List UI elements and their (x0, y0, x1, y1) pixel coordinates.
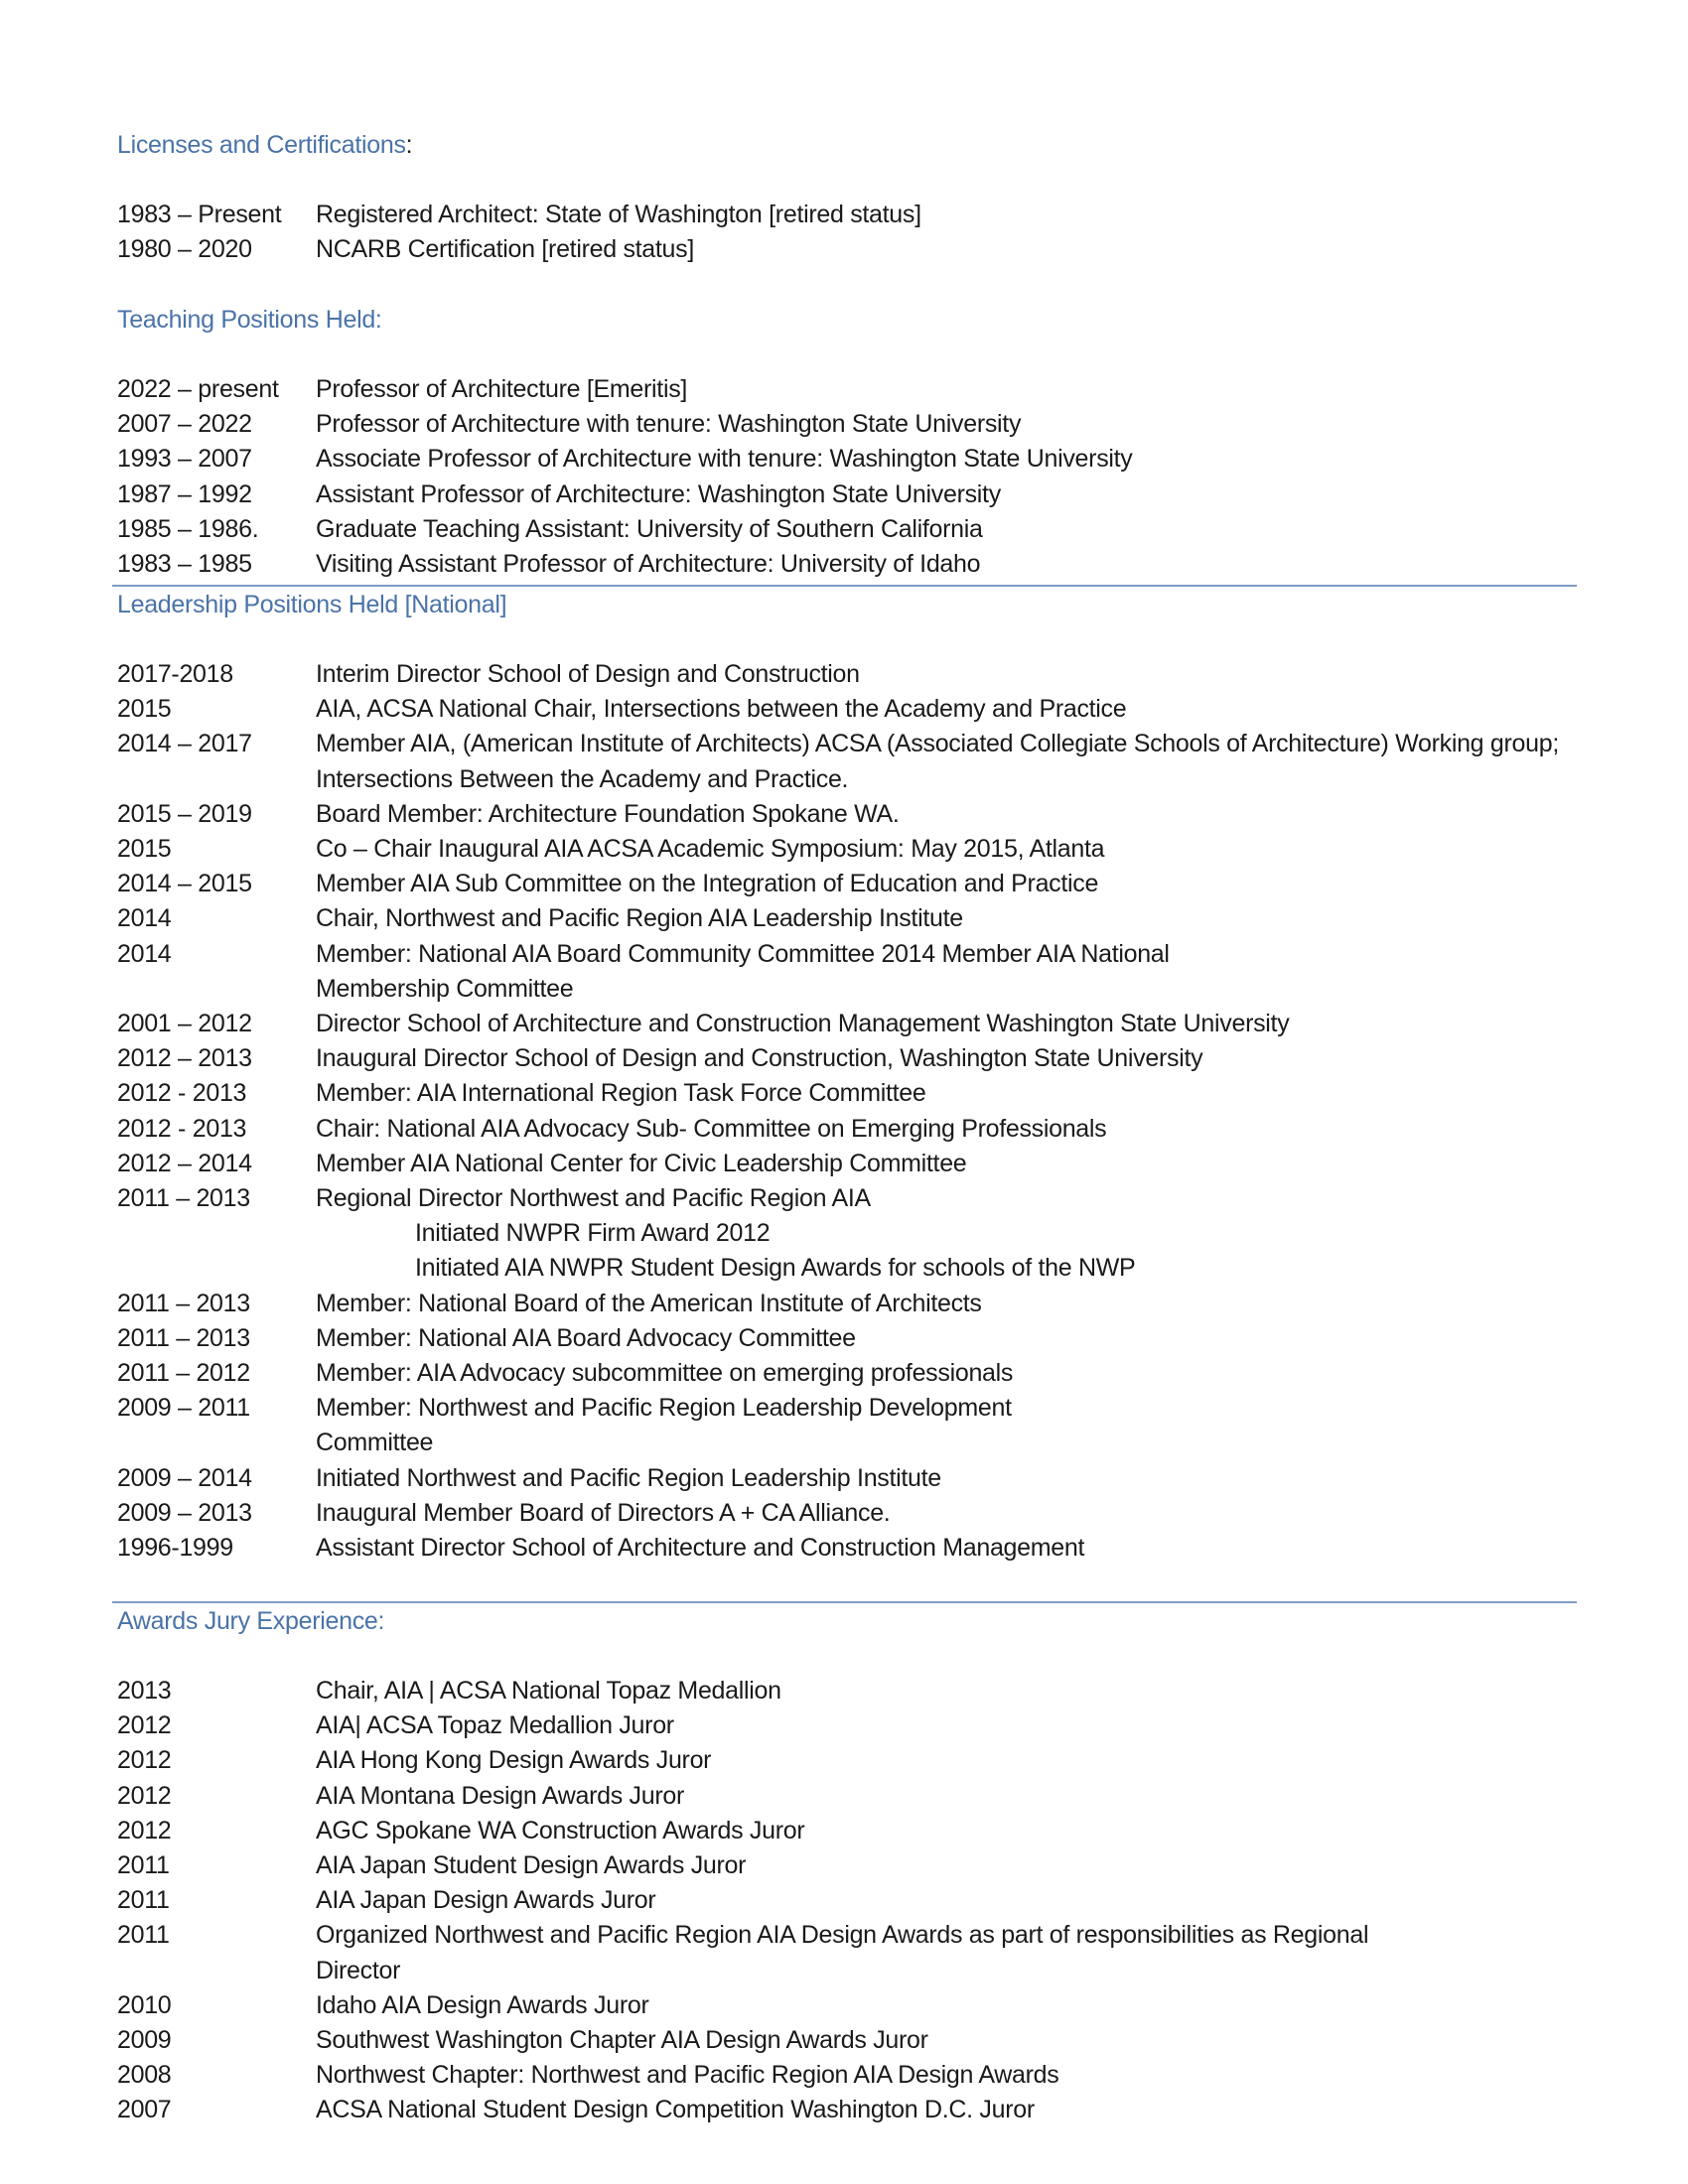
entry-subitem: Initiated NWPR Firm Award 2012 (415, 1219, 771, 1248)
entry-row (117, 1918, 1577, 1987)
entry-row (117, 1391, 1577, 1460)
entry-text: Inaugural Director School of Design and Construction, Washington State University (316, 1044, 1203, 1073)
entry-date: 1985 – 1986. (117, 514, 259, 543)
entry-text: Member: Northwest and Pacific Region Leadership Development (316, 1394, 1012, 1423)
entry-row (117, 1883, 1577, 1918)
entry-text: Regional Director Northwest and Pacific Region AIA (316, 1184, 871, 1213)
entry-text: AIA, ACSA National Chair, Intersections between the Academy and Practice (316, 695, 1127, 724)
entry-row (117, 1814, 1577, 1848)
entry-description (316, 1814, 1577, 1848)
entry-text: AIA Japan Student Design Awards Juror (316, 1851, 747, 1880)
entry-row (117, 657, 1577, 692)
entry-text: AGC Spokane WA Construction Awards Juror (316, 1816, 805, 1844)
entry-row (117, 1041, 1577, 1076)
entry-row (117, 547, 1577, 582)
entry-date: 2011 – 2012 (117, 1359, 250, 1388)
entry-row (117, 1848, 1577, 1883)
entry-row (117, 692, 1577, 727)
entry-date: 2009 – 2014 (117, 1463, 252, 1492)
leadership-section (117, 588, 1577, 1566)
entry-row (117, 797, 1577, 832)
teaching-list (117, 372, 1577, 582)
entry-date: 2009 – 2011 (117, 1394, 250, 1423)
entry-row (117, 478, 1577, 512)
entry-description (316, 1391, 1577, 1460)
entry-description (316, 692, 1577, 727)
entry-text: Graduate Teaching Assistant: University of Southern California (316, 514, 983, 543)
entry-text: Visiting Assistant Professor of Architecture: University of Idaho (316, 550, 981, 579)
entry-date: 1980 – 2020 (117, 235, 252, 264)
entry-date: 2022 – present (117, 375, 279, 403)
licenses-section (117, 128, 1577, 267)
entry-text: Registered Architect: State of Washington [retired status] (316, 201, 921, 228)
entry-date: 2015 (117, 695, 172, 724)
entry-description (316, 2093, 1577, 2127)
entry-row (117, 1147, 1577, 1181)
entry-row (117, 2093, 1577, 2127)
awards-list (117, 1674, 1577, 2128)
entry-description (316, 1147, 1577, 1181)
entry-description (316, 1321, 1577, 1356)
entry-description (316, 1041, 1577, 1076)
entry-date: 2012 – 2014 (117, 1149, 252, 1177)
entry-description (316, 1848, 1577, 1883)
entry-date: 2001 – 2012 (117, 1010, 252, 1038)
entry-description (316, 547, 1577, 582)
entry-description (316, 1918, 1577, 1987)
entry-text: Chair, Northwest and Pacific Region AIA Leadership Institute (316, 904, 963, 933)
entry-description (316, 442, 1577, 477)
entry-date: 2014 – 2015 (117, 870, 252, 898)
entry-description (316, 1112, 1577, 1147)
entry-description (316, 832, 1577, 867)
entry-row (117, 1988, 1577, 2023)
entry-row (117, 2058, 1577, 2093)
entry-description (316, 2058, 1577, 2093)
entry-row (117, 232, 1577, 267)
entry-subitem: Initiated AIA NWPR Student Design Awards for schools of the NWP (415, 1254, 1136, 1283)
entry-description (316, 1496, 1577, 1531)
entry-description (316, 1708, 1577, 1743)
entry-text: Member AIA Sub Committee on the Integration of Education and Practice (316, 870, 1099, 898)
entry-text: Idaho AIA Design Awards Juror (316, 1990, 649, 2019)
entry-text: Northwest Chapter: Northwest and Pacific Region AIA Design Awards (316, 2061, 1059, 2090)
entry-description (316, 901, 1577, 936)
entry-date: 2009 – 2013 (117, 1498, 252, 1527)
entry-date: 2011 – 2013 (117, 1323, 250, 1352)
entry-description (316, 1287, 1577, 1321)
entry-row (117, 1181, 1577, 1287)
entry-date: 2011 – 2013 (117, 1289, 250, 1317)
entry-date: 1983 – 1985 (117, 550, 252, 579)
entry-text: Professor of Architecture [Emeritis] (316, 375, 688, 403)
section-divider (112, 585, 1577, 587)
entry-text: Member: AIA International Region Task Force Committee (316, 1079, 926, 1108)
entry-date: 2017-2018 (117, 660, 233, 688)
entry-text: Interim Director School of Design and Construction (316, 660, 860, 688)
entry-row (117, 1779, 1577, 1814)
entry-row (117, 372, 1577, 407)
entry-text: Board Member: Architecture Foundation Spokane WA. (316, 799, 900, 828)
entry-text: Associate Professor of Architecture with tenure: Washington State University (316, 445, 1133, 474)
entry-row (117, 727, 1577, 796)
entry-row (117, 1496, 1577, 1531)
entry-text: AIA Hong Kong Design Awards Juror (316, 1746, 712, 1775)
entry-date: 2007 (117, 2096, 172, 2124)
entry-description (316, 232, 1577, 267)
entry-row (117, 937, 1577, 1007)
entry-text: Member: National Board of the American Institute of Architects (316, 1289, 982, 1317)
entry-row (117, 1743, 1577, 1778)
entry-date: 2014 (117, 904, 172, 933)
section-divider (112, 1601, 1577, 1603)
entry-description (316, 1779, 1577, 1814)
entry-text: Member: National AIA Board Advocacy Committee (316, 1323, 856, 1352)
entry-row (117, 832, 1577, 867)
entry-text: Intersections Between the Academy and Practice. (316, 764, 849, 793)
entry-text: Chair: National AIA Advocacy Sub- Committee on Emerging Professionals (316, 1114, 1107, 1143)
entry-text: AIA Japan Design Awards Juror (316, 1886, 656, 1915)
entry-text: Southwest Washington Chapter AIA Design Awards Juror (316, 2026, 928, 2055)
entry-description (316, 1461, 1577, 1496)
entry-date: 2012 (117, 1781, 172, 1810)
entry-row (117, 442, 1577, 477)
entry-text: Assistant Director School of Architecture and Construction Management (316, 1534, 1085, 1563)
entry-text: Member AIA, (American Institute of Architects) ACSA (Associated Collegiate Schools of Architecture) Working group; (316, 730, 1560, 758)
entry-row (117, 867, 1577, 901)
entry-text: AIA| ACSA Topaz Medallion Juror (316, 1711, 674, 1740)
entry-text: AIA Montana Design Awards Juror (316, 1781, 684, 1810)
entry-date: 1987 – 1992 (117, 479, 252, 508)
entry-date: 2015 – 2019 (117, 799, 252, 828)
entry-row (117, 1321, 1577, 1356)
entry-description (316, 797, 1577, 832)
entry-description (316, 1531, 1577, 1566)
entry-row (117, 198, 1577, 232)
entry-date: 2011 (117, 1921, 170, 1950)
entry-date: 2011 (117, 1886, 170, 1915)
entry-row (117, 1531, 1577, 1566)
entry-text: Co – Chair Inaugural AIA ACSA Academic Symposium: May 2015, Atlanta (316, 835, 1105, 864)
entry-description (316, 1356, 1577, 1391)
entry-row (117, 407, 1577, 442)
entry-date: 2012 - 2013 (117, 1114, 247, 1143)
entry-text: Member: National AIA Board Community Committee 2014 Member AIA National (316, 939, 1170, 968)
entry-row (117, 1287, 1577, 1321)
entry-date: 2008 (117, 2061, 172, 2090)
entry-description (316, 1743, 1577, 1778)
entry-description (316, 198, 1577, 232)
section-heading-awards: Awards Jury Experience: (117, 1607, 385, 1635)
entry-description (316, 1988, 1577, 2023)
entry-description (316, 727, 1577, 796)
entry-description (316, 372, 1577, 407)
entry-date: 2009 (117, 2026, 172, 2055)
entry-date: 2012 (117, 1711, 172, 1740)
entry-description (316, 937, 1577, 1007)
entry-description (316, 867, 1577, 901)
entry-text: Chair, AIA | ACSA National Topaz Medallion (316, 1677, 781, 1705)
licenses-list (117, 198, 1577, 267)
entry-row (117, 1674, 1577, 1708)
entry-row (117, 512, 1577, 547)
entry-date: 1983 – Present (117, 201, 282, 228)
entry-description (316, 1674, 1577, 1708)
entry-date: 2014 (117, 939, 172, 968)
section-heading-teaching: Teaching Positions Held: (117, 306, 382, 334)
entry-date: 1993 – 2007 (117, 445, 252, 474)
entry-text: Assistant Professor of Architecture: Washington State University (316, 479, 1001, 508)
entry-text: Director School of Architecture and Construction Management Washington State University (316, 1010, 1290, 1038)
entry-description (316, 478, 1577, 512)
entry-text: NCARB Certification [retired status] (316, 235, 694, 264)
entry-date: 2012 - 2013 (117, 1079, 247, 1108)
entry-description (316, 512, 1577, 547)
entry-text: Committee (316, 1429, 434, 1457)
entry-date: 2012 (117, 1746, 172, 1775)
entry-text: Inaugural Member Board of Directors A + CA Alliance. (316, 1498, 891, 1527)
entry-row (117, 1461, 1577, 1496)
entry-date: 2011 – 2013 (117, 1184, 250, 1213)
section-heading-licenses: Licenses and Certifications: (117, 131, 413, 159)
entry-row (117, 2023, 1577, 2058)
entry-date: 2013 (117, 1677, 172, 1705)
entry-row (117, 1076, 1577, 1111)
entry-text: Member AIA National Center for Civic Leadership Committee (316, 1149, 967, 1177)
entry-description (316, 1181, 1577, 1287)
entry-row (117, 1356, 1577, 1391)
entry-text: ACSA National Student Design Competition Washington D.C. Juror (316, 2096, 1035, 2124)
awards-section (117, 1604, 1577, 2128)
entry-date: 2011 (117, 1851, 170, 1880)
entry-row (117, 1112, 1577, 1147)
entry-description (316, 1007, 1577, 1041)
entry-date: 2010 (117, 1990, 172, 2019)
section-heading-leadership: Leadership Positions Held [National] (117, 591, 507, 618)
entry-description (316, 2023, 1577, 2058)
teaching-section (117, 303, 1577, 582)
entry-date: 2014 – 2017 (117, 730, 252, 758)
entry-date: 2012 – 2013 (117, 1044, 252, 1073)
entry-date: 1996-1999 (117, 1534, 233, 1563)
entry-row (117, 1007, 1577, 1041)
entry-description (316, 407, 1577, 442)
leadership-list (117, 657, 1577, 1566)
entry-date: 2007 – 2022 (117, 410, 252, 439)
entry-date: 2015 (117, 835, 172, 864)
entry-text: Organized Northwest and Pacific Region AIA Design Awards as part of responsibilities as Regional (316, 1921, 1369, 1950)
entry-description (316, 657, 1577, 692)
entry-text: Initiated Northwest and Pacific Region Leadership Institute (316, 1463, 941, 1492)
entry-text: Professor of Architecture with tenure: Washington State University (316, 410, 1022, 439)
entry-row (117, 1708, 1577, 1743)
entry-description (316, 1883, 1577, 1918)
entry-text: Director (316, 1956, 401, 1984)
entry-text: Member: AIA Advocacy subcommittee on emerging professionals (316, 1359, 1014, 1388)
entry-description (316, 1076, 1577, 1111)
entry-row (117, 901, 1577, 936)
entry-text: Membership Committee (316, 974, 574, 1003)
entry-date: 2012 (117, 1816, 172, 1844)
